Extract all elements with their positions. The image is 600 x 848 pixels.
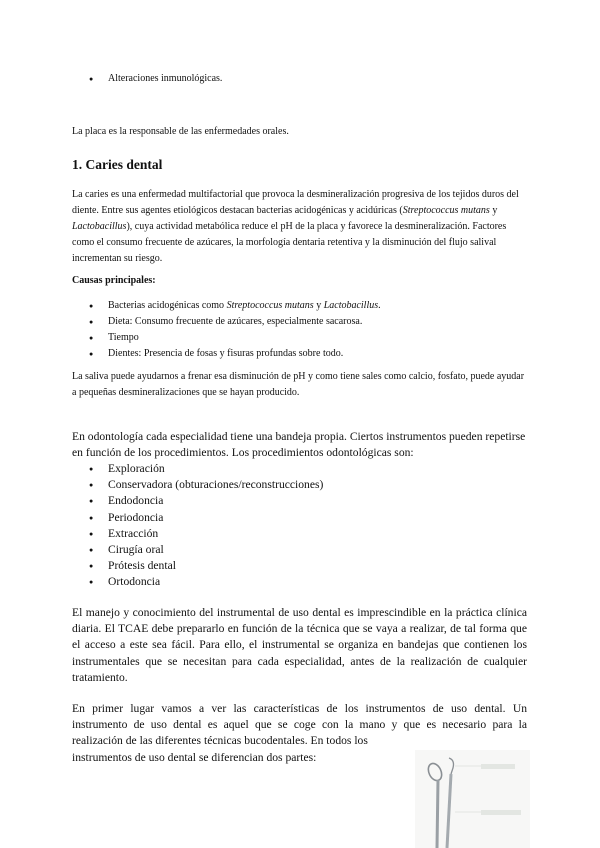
caries-paragraph: La caries es una enfermedad multifactorial que provoca la desmineralización progresiva de los tejidos duros del diente. Entre sus agentes etiológicos destacan bacterias acidogénicas y acidúricas (Streptococcus mutans y Lactobacillus), cuya actividad metabólica reduce el pH de la placa y favorece la desmineralización. Factores como el consumo frecuente de azúcares, la morfología dentaria retentiva y la disminución del flujo salival incrementan su riesgo.	[72, 189, 519, 264]
label-box	[481, 810, 521, 815]
specialties-list	[72, 461, 527, 591]
mirror-handle	[437, 780, 438, 848]
list-item: ● Ortodoncia	[72, 574, 527, 590]
primer-paragraph: En primer lugar vamos a ver las características de los instrumentos de uso dental. Un instrumento de uso dental es aquel que se coge con la mano y que es necesario para la realización de las diferentes técnicas bucodentales. En todos los instrumentos de uso dental se diferencian dos partes:	[72, 702, 527, 764]
list-item: ● Alteraciones inmunológicas.	[72, 71, 527, 87]
intro-line: La placa es la responsable de las enfermedades orales.	[72, 126, 289, 137]
list-item: ● Prótesis dental	[72, 558, 527, 574]
list-item: ● Cirugía oral	[72, 542, 527, 558]
section-heading: 1. Caries dental	[72, 157, 163, 172]
mirror-head	[426, 761, 444, 782]
list-item: ● Extracción	[72, 526, 527, 542]
dental-instruments-drawing	[415, 750, 530, 848]
saliva-paragraph: La saliva puede ayudarnos a frenar esa disminución de pH y como tiene sales como calcio, fosfato, puede ayudar a pequeñas desmineralizaciones que se hayan producido.	[72, 371, 525, 398]
dental-instruments-image	[415, 750, 530, 848]
causes-list	[72, 298, 527, 362]
list-item: ● Dientes: Presencia de fosas y fisuras profundas sobre todo.	[72, 346, 527, 362]
list-item: ● Tiempo	[72, 330, 527, 346]
causes-title: Causas principales:	[72, 275, 156, 286]
explorer-handle	[447, 774, 451, 848]
list-item: ● Bacterias acidogénicas como Streptococcus mutans y Lactobacillus.	[72, 298, 527, 314]
manejo-paragraph: El manejo y conocimiento del instrumental de uso dental es imprescindible en la práctica clínica diaria. El TCAE debe prepararlo en función de la técnica que se vaya a realizar, de tal forma que el acceso a este sea fácil. Para ello, el instrumental se organiza en bandejas que contienen los instrumentales que se necesitan para cada especialidad, antes de la realización de cualquier tratamiento.	[72, 606, 527, 684]
list-item: ● Conservadora (obturaciones/reconstrucciones)	[72, 477, 527, 493]
top-bullet-list	[72, 71, 527, 87]
label-box	[481, 764, 515, 769]
list-item: ● Periodoncia	[72, 510, 527, 526]
list-item: ● Exploración	[72, 461, 527, 477]
specialties-intro: En odontología cada especialidad tiene una bandeja propia. Ciertos instrumentos pueden repetirse en función de los procedimientos. Los procedimientos odontológicas son:	[72, 430, 526, 460]
list-item: ● Dieta: Consumo frecuente de azúcares, especialmente sacarosa.	[72, 314, 527, 330]
list-item: ● Endodoncia	[72, 493, 527, 509]
explorer-tip	[449, 758, 454, 774]
